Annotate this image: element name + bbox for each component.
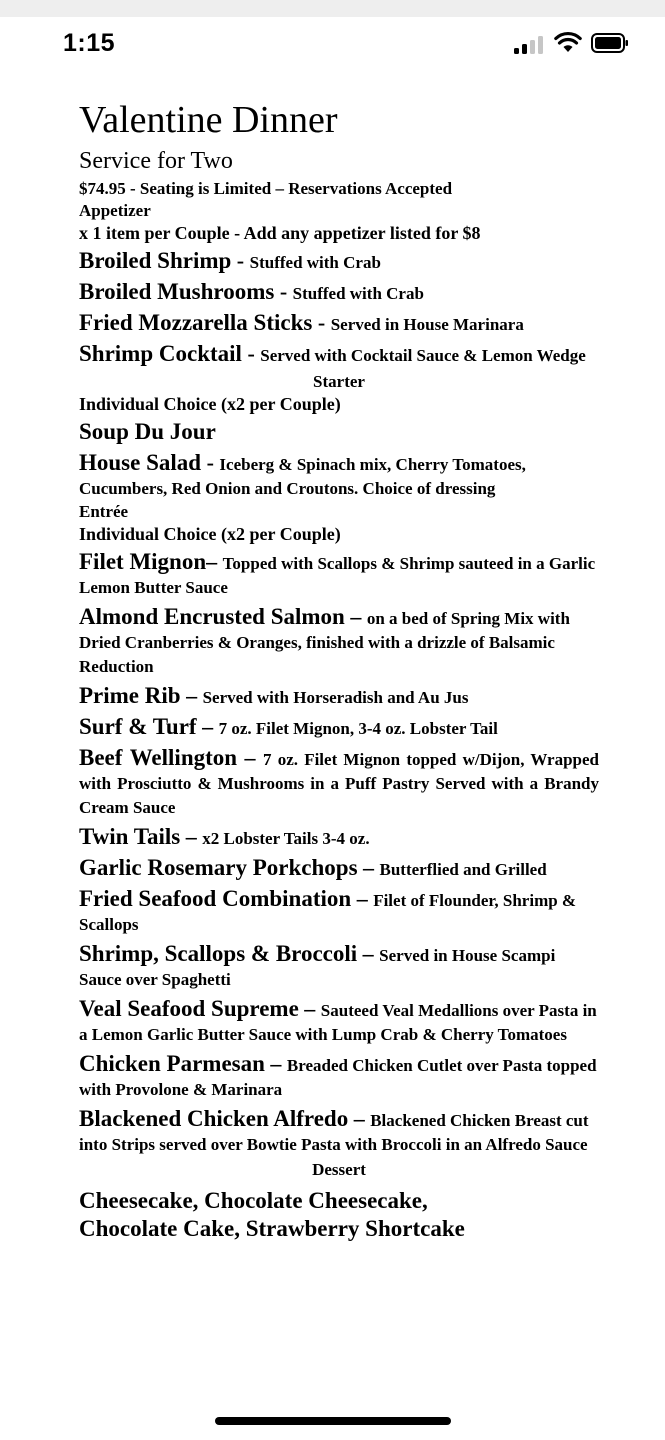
starter-heading: Starter [313,372,365,391]
item-separator: – [348,1106,371,1131]
item-separator: - [274,279,293,304]
appetizer-item [79,342,599,368]
item-name: Fried Mozzarella Sticks [79,310,313,335]
price-line: $74.95 - Seating is Limited – Reservations Accepted [79,179,453,198]
item-separator: – [351,886,374,911]
appetizer-item [79,311,599,337]
item-separator: – [180,683,203,708]
item-name: Surf & Turf [79,714,197,739]
entree-item [79,942,599,992]
item-description: Sauteed Veal Medallions over Pasta in a Lemon Garlic Butter Sauce with Lump Crab & Cherry Tomatoes [79,1001,597,1044]
item-description: Served with Cocktail Sauce & Lemon Wedge [260,346,586,365]
item-name: House Salad [79,450,202,475]
item-separator: - [241,341,261,366]
item-name: Garlic Rosemary Porkchops [79,855,358,880]
entree-item [79,1052,599,1102]
entree-item [79,550,599,600]
item-name: Beef Wellington [79,745,238,770]
wifi-icon [554,31,582,53]
entree-item [79,684,599,710]
starter-note: Individual Choice (x2 per Couple) [79,394,341,414]
item-description: Topped with Scallops & Shrimp sauteed in a Garlic Lemon Butter Sauce [79,554,596,597]
battery-icon [591,32,629,54]
item-name: Chicken Parmesan [79,1051,265,1076]
entree-item [79,856,599,882]
item-description: x2 Lobster Tails 3-4 oz. [202,829,370,848]
appetizer-item [79,249,599,275]
item-name: Shrimp, Scallops & Broccoli [79,941,358,966]
item-separator: – [180,824,203,849]
item-name: Soup Du Jour [79,419,216,444]
appetizer-heading: Appetizer [79,201,151,220]
item-description: Blackened Chicken Breast cut into Strips served over Bowtie Pasta with Broccoli in an Alfredo Sauce [79,1111,589,1154]
entree-item [79,1107,599,1157]
item-name: Broiled Shrimp [79,248,232,273]
item-name: Shrimp Cocktail [79,341,242,366]
item-description: Filet of Flounder, Shrimp & Scallops [79,891,577,934]
item-name: Blackened Chicken Alfredo [79,1106,349,1131]
entree-note: Individual Choice (x2 per Couple) [79,524,341,544]
entree-item [79,825,599,851]
item-name: Broiled Mushrooms [79,279,275,304]
dessert-heading: Dessert [312,1160,366,1179]
status-bar [0,17,665,72]
item-separator: – [237,745,263,770]
menu-document [79,98,599,1243]
item-name: Fried Seafood Combination [79,886,352,911]
item-description: Served in House Scampi Sauce over Spaghetti [79,946,556,989]
item-description: Iceberg & Spinach mix, Cherry Tomatoes, Cucumbers, Red Onion and Croutons. Choice of dressing [79,455,526,498]
item-name: Prime Rib [79,683,181,708]
starter-item [79,451,599,501]
item-separator: – [357,855,380,880]
item-name: Veal Seafood Supreme [79,996,299,1021]
cellular-signal-icon [514,34,548,54]
item-description: on a bed of Spring Mix with Dried Cranberries & Oranges, finished with a drizzle of Balsamic Reduction [79,609,570,676]
appetizer-list [79,249,599,368]
item-name: Twin Tails [79,824,181,849]
starter-list [79,420,599,501]
appetizer-item [79,280,599,306]
menu-subtitle: Service for Two [79,148,233,174]
entree-item [79,605,599,679]
item-separator: – [298,996,321,1021]
top-band [0,0,665,17]
item-description: 7 oz. Filet Mignon topped w/Dijon, Wrapped with Prosciutto & Mushrooms in a Puff Pastry Served with a Brandy Cream Sauce [79,750,600,817]
item-name: Filet Mignon [79,549,207,574]
item-description: Served with Horseradish and Au Jus [202,688,469,707]
item-description: Butterflied and Grilled [379,860,547,879]
starter-item [79,420,599,446]
entree-heading: Entrée [79,502,129,521]
item-separator: – [344,604,367,629]
item-description: Stuffed with Crab [292,284,424,303]
entree-item [79,887,599,937]
entree-item [79,746,599,820]
status-time: 1:15 [63,29,116,57]
item-description: 7 oz. Filet Mignon, 3-4 oz. Lobster Tail [218,719,498,738]
item-separator: - [312,310,331,335]
home-indicator[interactable] [215,1417,451,1425]
item-name: Almond Encrusted Salmon [79,604,345,629]
item-separator: – [196,714,219,739]
item-separator: – [357,941,380,966]
entree-list [79,550,599,1157]
entree-item [79,997,599,1047]
dessert-line: Chocolate Cake, Strawberry Shortcake [79,1216,465,1241]
item-separator: – [264,1051,287,1076]
entree-item [79,715,599,741]
menu-title: Valentine Dinner [79,99,338,141]
appetizer-note: x 1 item per Couple - Add any appetizer listed for $8 [79,223,481,243]
item-description: Stuffed with Crab [249,253,381,272]
item-separator: - [231,248,250,273]
dessert-line: Cheesecake, Chocolate Cheesecake, [79,1188,428,1213]
item-separator: - [201,450,220,475]
item-description: Served in House Marinara [330,315,524,334]
item-description: Breaded Chicken Cutlet over Pasta topped with Provolone & Marinara [79,1056,597,1099]
item-separator: – [206,549,223,574]
